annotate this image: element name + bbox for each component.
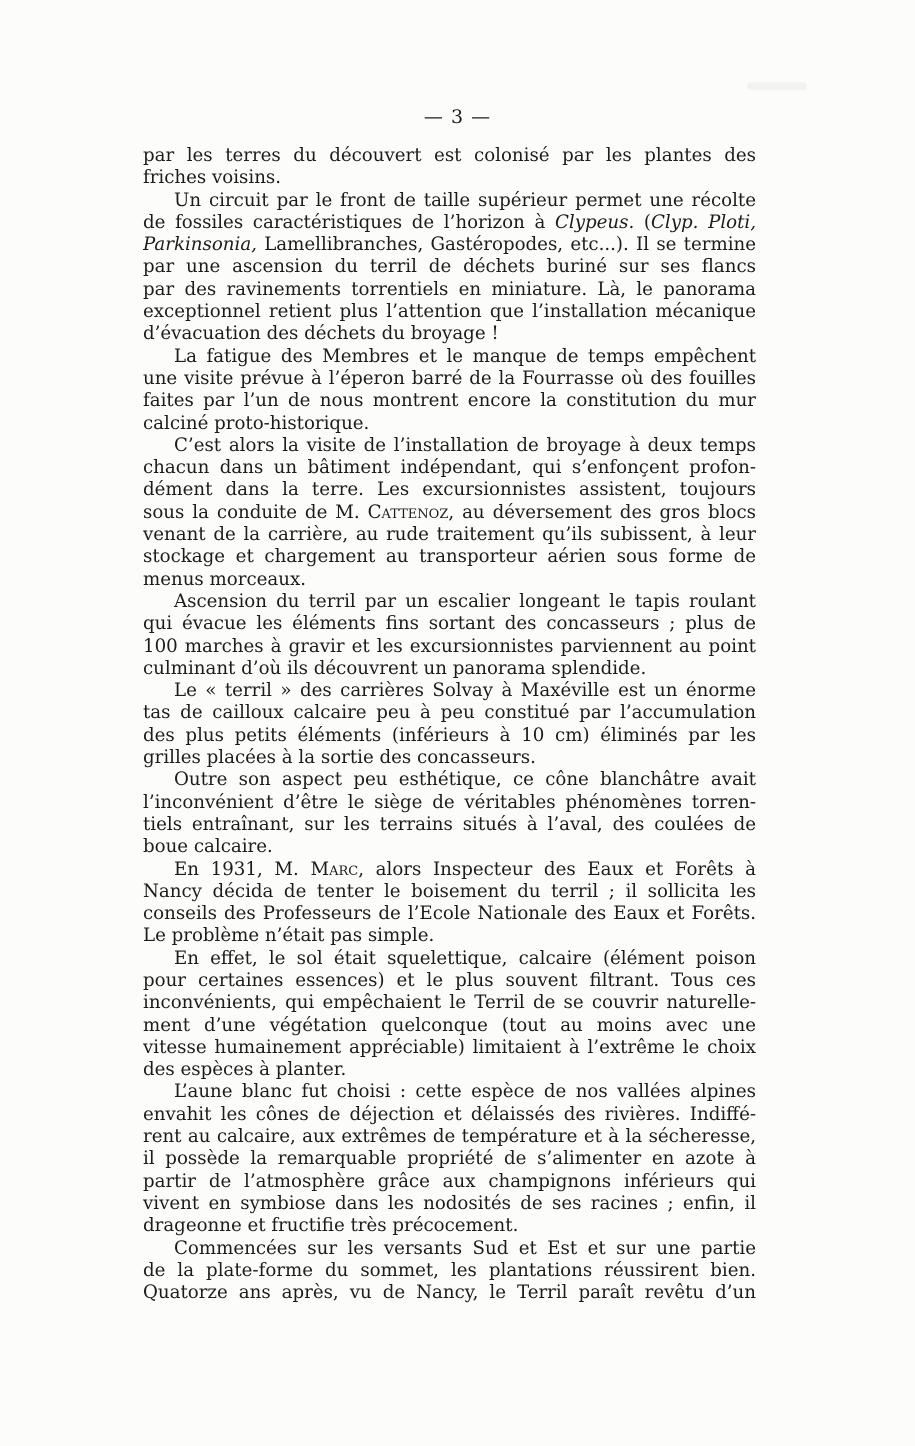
text-line bbox=[143, 502, 756, 524]
text-line: calciné proto-historique. bbox=[143, 412, 370, 434]
text-line bbox=[143, 212, 756, 234]
italic-term: Clyp. Ploti, bbox=[651, 211, 756, 233]
text-fragment: En 1931, M. bbox=[174, 858, 311, 880]
body-text bbox=[143, 145, 756, 1304]
text-line: partir de l’atmosphère grâce aux champignons inférieurs qui bbox=[143, 1170, 756, 1192]
text-line: Quatorze ans après, vu de Nancy, le Terril paraît revêtu d’un bbox=[143, 1282, 756, 1304]
text-line: friches voisins. bbox=[143, 167, 282, 189]
person-name: Cattenoz bbox=[367, 501, 449, 523]
italic-term: Parkinsonia, bbox=[143, 234, 257, 256]
text-line: pour certaines essences) et le plus souvent filtrant. Tous ces bbox=[143, 969, 756, 991]
text-line: l’inconvénient d’être le siège de véritables phénomènes torren- bbox=[143, 791, 756, 813]
text-line: dément dans la terre. Les excursionnistes assistent, toujours bbox=[143, 479, 756, 501]
text-line: envahit les cônes de déjection et délaissés des rivières. Indiffé- bbox=[143, 1103, 756, 1125]
text-line: exceptionnel retient plus l’attention que l’installation mécanique bbox=[143, 301, 756, 323]
text-fragment: de fossiles caractéristiques de l’horizon à bbox=[143, 211, 555, 233]
text-line: En effet, le sol était squelettique, calcaire (élément poison bbox=[174, 947, 756, 969]
text-line: Le problème n’était pas simple. bbox=[143, 925, 435, 947]
text-line: Outre son aspect peu esthétique, ce cône blanchâtre avait bbox=[174, 769, 756, 791]
text-line: vivent en symbiose dans les nodosités de ses racines ; enfin, il bbox=[143, 1192, 756, 1214]
text-line: Commencées sur les versants Sud et Est et sur une partie bbox=[174, 1237, 756, 1259]
text-line: L’aune blanc fut choisi : cette espèce de nos vallées alpines bbox=[174, 1081, 756, 1103]
text-line: par une ascension du terril de déchets buriné sur ses flancs bbox=[143, 256, 756, 278]
text-line: de la plate-forme du sommet, les plantations réussirent bien. bbox=[143, 1259, 756, 1281]
text-line: conseils des Professeurs de l’Ecole Nationale des Eaux et Forêts. bbox=[143, 903, 756, 925]
text-line: Nancy décida de tenter le boisement du terril ; il sollicita les bbox=[143, 880, 756, 902]
text-line: par des ravinements torrentiels en miniature. Là, le panorama bbox=[143, 278, 756, 300]
text-line: C’est alors la visite de l’installation de broyage à deux temps bbox=[174, 434, 756, 456]
text-line: drageonne et fructifie très précocement. bbox=[143, 1215, 519, 1237]
person-name: Marc bbox=[310, 858, 359, 880]
text-line: culminant d’où ils découvrent un panorama splendide. bbox=[143, 657, 647, 679]
text-line: il possède la remarquable propriété de s’alimenter en azote à bbox=[143, 1148, 756, 1170]
text-line: stockage et chargement au transporteur aérien sous forme de bbox=[143, 546, 756, 568]
text-line: ment d’une végétation quelconque (tout au moins avec une bbox=[143, 1014, 756, 1036]
text-line: menus morceaux. bbox=[143, 568, 306, 590]
text-line: vitesse humainement appréciable) limitaient à l’extrême le choix bbox=[143, 1036, 756, 1058]
text-fragment: sous la conduite de M. bbox=[143, 501, 368, 523]
text-line: rent au calcaire, aux extrêmes de température et à la sécheresse, bbox=[143, 1126, 756, 1148]
scan-smudge bbox=[747, 82, 807, 90]
text-line: grilles placées à la sortie des concasseurs. bbox=[143, 747, 536, 769]
text-line: des espèces à planter. bbox=[143, 1059, 347, 1081]
text-line: boue calcaire. bbox=[143, 836, 273, 858]
text-line: d’évacuation des déchets du broyage ! bbox=[143, 323, 499, 345]
text-line: Un circuit par le front de taille supérieur permet une récolte bbox=[174, 189, 756, 211]
text-line: faites par l’un de nous montrent encore la constitution du mur bbox=[143, 390, 756, 412]
italic-term: Clypeus. bbox=[554, 211, 635, 233]
text-line: par les terres du découvert est colonisé par les plantes des bbox=[143, 145, 756, 166]
text-fragment: , au déversement des gros blocs bbox=[448, 501, 756, 523]
text-line: chacun dans un bâtiment indépendant, qui s’enfonçent profon- bbox=[143, 457, 756, 479]
text-fragment: Lamellibranches, Gastéropodes, etc...). Il se termine bbox=[256, 234, 756, 256]
text-line: La fatigue des Membres et le manque de temps empêchent bbox=[174, 345, 756, 367]
text-line: tiels entraînant, sur les terrains situés à l’aval, des coulées de bbox=[143, 813, 756, 835]
text-line bbox=[143, 234, 756, 256]
text-line: inconvénients, qui empêchaient le Terril de se couvrir naturelle- bbox=[143, 992, 756, 1014]
text-line: une visite prévue à l’éperon barré de la Fourrasse où des fouilles bbox=[143, 367, 756, 389]
text-line: venant de la carrière, au rude traitement qu’ils subissent, à leur bbox=[143, 524, 756, 546]
page-number: — 3 — bbox=[423, 106, 492, 128]
text-line: 100 marches à gravir et les excursionnistes parviennent au point bbox=[143, 635, 756, 657]
text-line: Le « terril » des carrières Solvay à Maxéville est un énorme bbox=[174, 680, 756, 702]
text-line: tas de cailloux calcaire peu à peu constitué par l’accumulation bbox=[143, 702, 756, 724]
text-fragment: ( bbox=[634, 211, 651, 233]
text-line: des plus petits éléments (inférieurs à 10 cm) éliminés par les bbox=[143, 724, 756, 746]
text-fragment: , alors Inspecteur des Eaux et Forêts à bbox=[358, 858, 756, 880]
text-line bbox=[143, 859, 756, 881]
text-line: qui évacue les éléments fins sortant des concasseurs ; plus de bbox=[143, 613, 756, 635]
text-line: Ascension du terril par un escalier longeant le tapis roulant bbox=[174, 590, 756, 612]
